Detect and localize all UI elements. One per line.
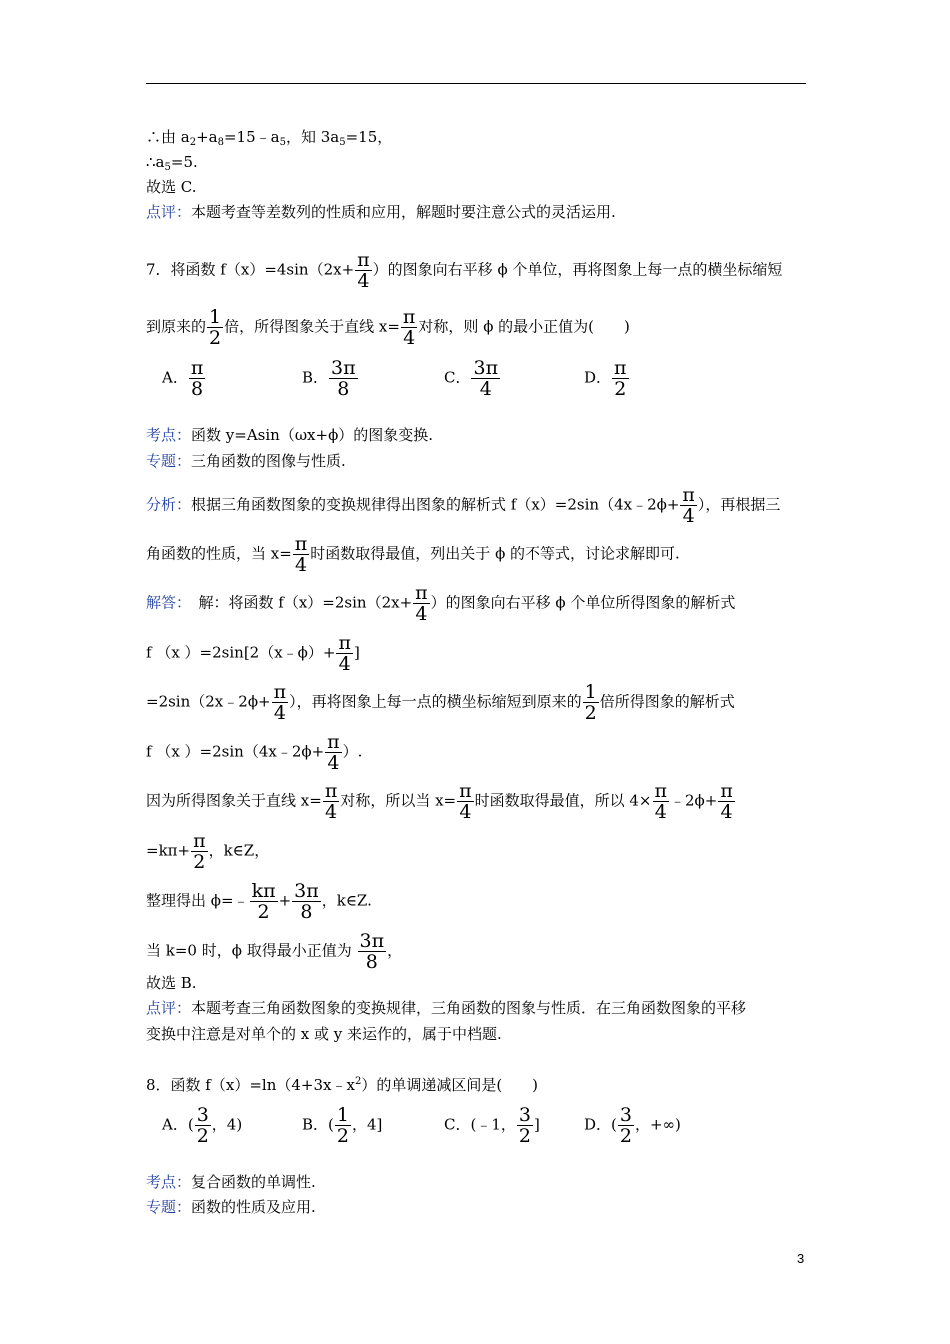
- q8-option-b: B．( $\frac{1}{2}$ ，4]: [302, 1104, 383, 1147]
- q7-option-a: A． $\frac{\pi}{8}$: [162, 357, 204, 400]
- q7-review-line-2: 变换中注意是对单个的 x 或 y 来运作的，属于中档题.: [146, 1025, 502, 1043]
- q7-fenxi-line-2: 角函数的性质，当 x= $\frac{\pi}{4}$ 时函数取得最值，列出关于 ϕ 的不等式，讨论求解即可.: [146, 533, 680, 576]
- q8-kaodian: 考点：复合函数的单调性.: [146, 1173, 316, 1191]
- q7-zhuanti: 专题：三角函数的图像与性质.: [146, 452, 346, 470]
- q7-step-8: 故选 B.: [146, 974, 197, 992]
- q7-step-4: 因为所得图象关于直线 x= $\frac{\pi}{4}$ 对称，所以当 x= $\frac{\pi}{4}$ 时函数取得最值，所以 4× $\frac{\pi}{4}$ ﹣2ϕ+ $\frac{\pi}{4}$: [146, 780, 733, 823]
- fraction-pi-over-4: $\frac{\pi}{4}$: [402, 306, 416, 349]
- q7-step-1: f （x ）=2sin[2（x﹣ϕ）+ $\frac{\pi}{4}$ ]: [146, 632, 360, 675]
- q7-review-line-1: 点评：本题考查三角函数图象的变换规律，三角函数的图象与性质．在三角函数图象的平移: [146, 999, 747, 1017]
- q7-step-3: f （x ）=2sin（4x﹣2ϕ+ $\frac{\pi}{4}$ ）.: [146, 731, 363, 774]
- prev-line-2: $\therefore a_5=5$.: [146, 153, 198, 173]
- q8-option-a: A．( $\frac{3}{2}$ ，4): [162, 1104, 243, 1147]
- q7-step-7: 当 k=0 时，ϕ 取得最小正值为 $\frac{3\pi}{8}$ ，: [146, 930, 403, 973]
- review-label: 点评：: [146, 203, 192, 221]
- q7-stem-line-2: 到原来的 $\frac{1}{2}$ 倍，所得图象关于直线 x= $\frac{\pi}{4}$ 对称，则 ϕ 的最小正值为( ): [146, 306, 630, 349]
- q7-step-6: 整理得出 ϕ=﹣ $\frac{k\pi}{2}$ + $\frac{3\pi}{8}$ ，k∈Z.: [146, 880, 372, 923]
- header-rule: [146, 83, 806, 84]
- q7-step-2: =2sin（2x﹣2ϕ+ $\frac{\pi}{4}$ ），再将图象上每一点的横坐标缩短到原来的 $\frac{1}{2}$ 倍所得图象的解析式: [146, 681, 735, 724]
- prev-line-3: 故选 C.: [146, 178, 197, 196]
- q7-stem-line-1: 7．将函数 f（x）=4sin（2x+ $\frac{\pi}{4}$ ）的图象向右平移 ϕ 个单位，再将图象上每一点的横坐标缩短: [146, 249, 783, 292]
- q7-kaodian: 考点：函数 y=Asin（ωx+ϕ）的图象变换.: [146, 426, 434, 444]
- fraction-pi-over-4: $\frac{\pi}{4}$: [357, 249, 370, 292]
- q8-stem: 8．函数 $f(x)=\ln(4+3x﹣x^2)$的单调递减区间是( ): [146, 1076, 539, 1094]
- q7-jieda: 解答： 解：将函数 f（x）=2sin（2x+ $\frac{\pi}{4}$ ）的图象向右平移 ϕ 个单位所得图象的解析式: [146, 582, 736, 625]
- page-number: 3: [797, 1251, 805, 1266]
- q8-option-c: C．(﹣1， $\frac{3}{2}$ ]: [444, 1104, 540, 1147]
- fraction-1-over-2: $\frac{1}{2}$: [209, 306, 222, 349]
- q7-fenxi-line-1: 分析：根据三角函数图象的变换规律得出图象的解析式 f（x）=2sin（4x﹣2ϕ+ $\frac{\pi}{4}$ ），再根据三: [146, 484, 781, 527]
- prev-review: 点评：本题考查等差数列的性质和应用，解题时要注意公式的灵活运用.: [146, 203, 616, 221]
- prev-line-1: ∴由 $a_2+a_8=15﹣a_5$，知 $3a_5=15$，: [146, 128, 393, 148]
- q7-option-d: D． $\frac{\pi}{2}$: [584, 357, 627, 400]
- q7-option-b: B． $\frac{3\pi}{8}$: [302, 357, 356, 400]
- q7-option-c: C． $\frac{3\pi}{4}$: [444, 357, 499, 400]
- q8-zhuanti: 专题：函数的性质及应用.: [146, 1198, 316, 1216]
- q7-step-5: =kπ+ $\frac{\pi}{2}$ ，k∈Z，: [146, 830, 270, 873]
- q8-option-d: D．( $\frac{3}{2}$ ，+∞): [584, 1104, 681, 1147]
